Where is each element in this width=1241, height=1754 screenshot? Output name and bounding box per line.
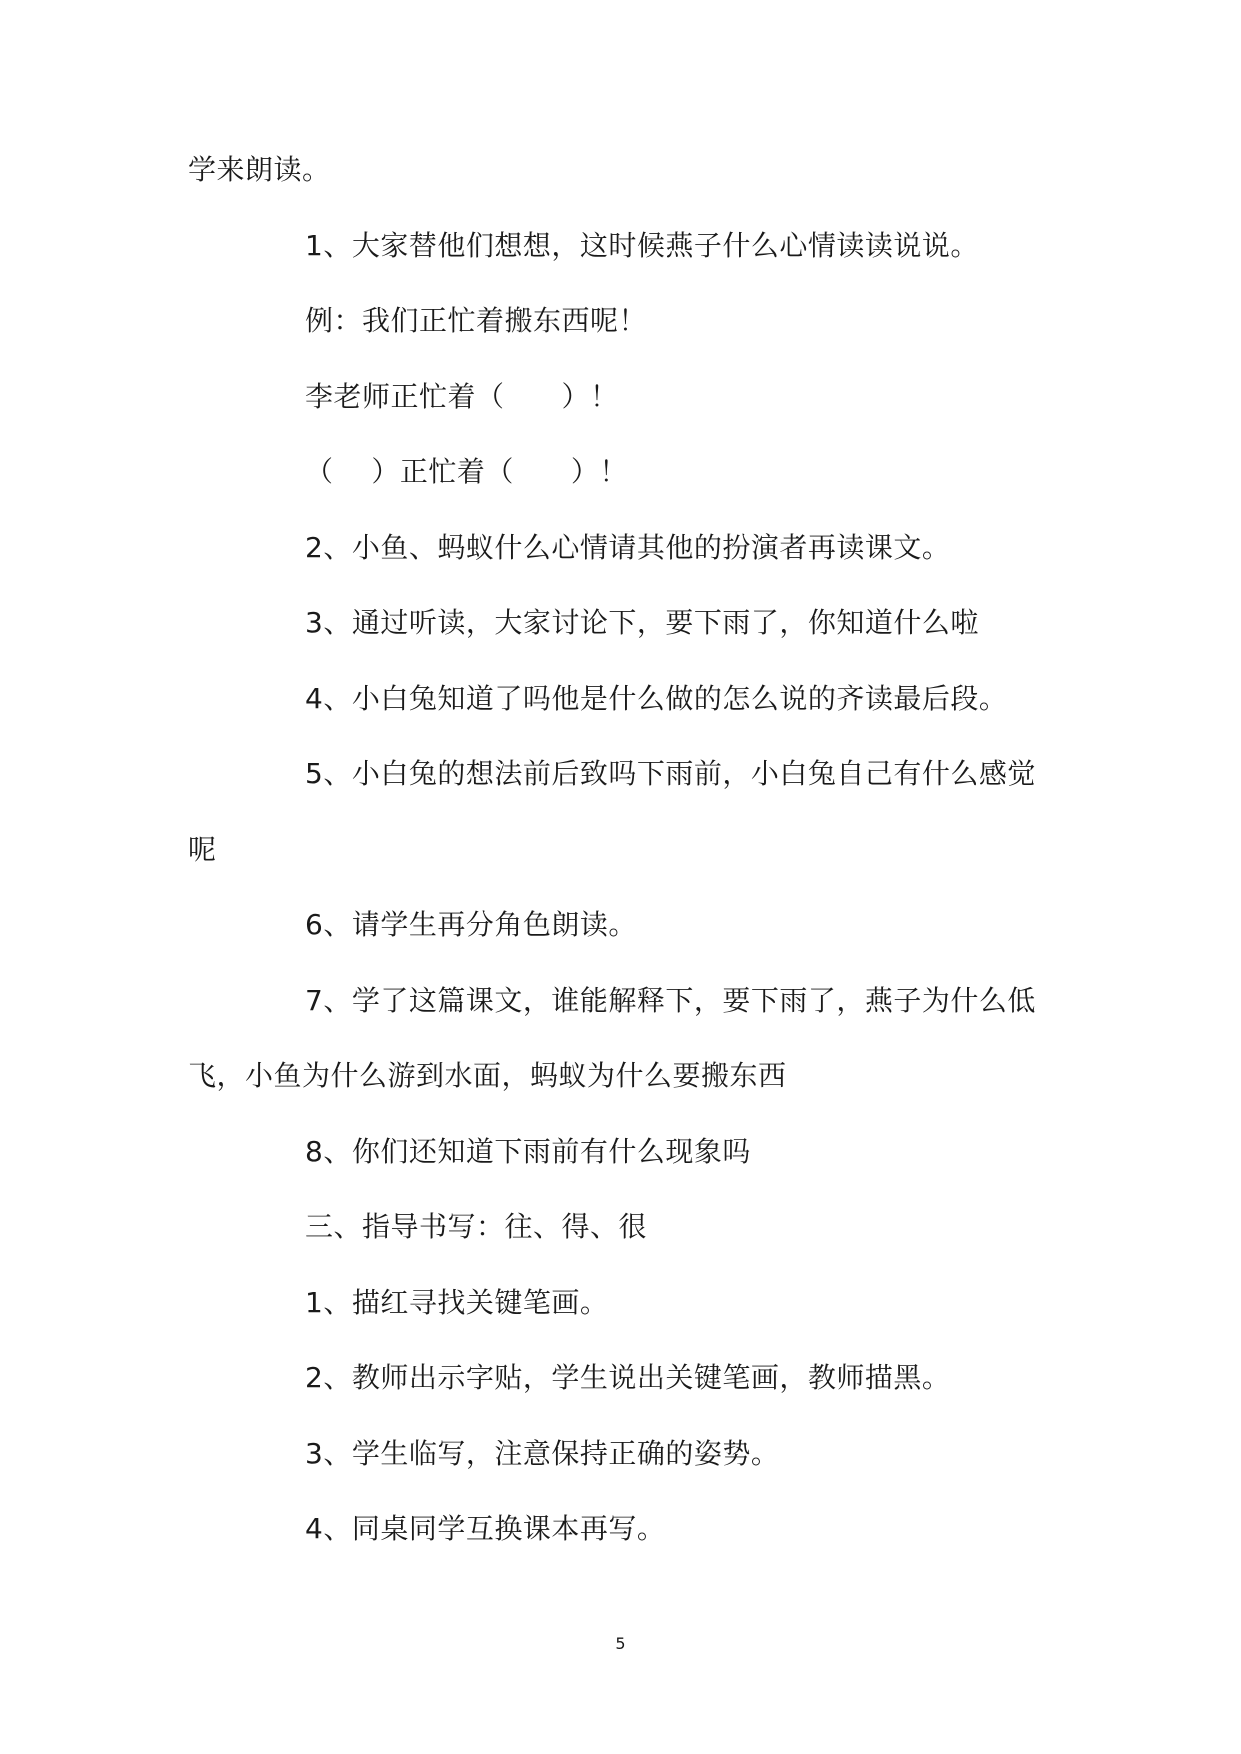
paragraph-line: 4、同桌同学互换课本再写。 <box>305 1512 666 1545</box>
paragraph-line: 6、请学生再分角色朗读。 <box>305 908 637 941</box>
paragraph-line: 1、描红寻找关键笔画。 <box>305 1286 609 1319</box>
paragraph-line: 例：我们正忙着搬东西呢！ <box>305 304 648 337</box>
paragraph-line: 2、教师出示字贴，学生说出关键笔画，教师描黑。 <box>305 1361 951 1394</box>
paragraph-line: 3、学生临写，注意保持正确的姿势。 <box>305 1437 780 1470</box>
paragraph-line: 三、指导书写：往、得、很 <box>305 1210 648 1243</box>
paragraph-line: 飞，小鱼为什么游到水面，蚂蚁为什么要搬东西 <box>188 1059 787 1092</box>
paragraph-line: 5、小白兔的想法前后致吗下雨前，小白兔自己有什么感觉 <box>305 757 1036 790</box>
paragraph-line: 8、你们还知道下雨前有什么现象吗 <box>305 1135 751 1168</box>
paragraph-line: 学来朗读。 <box>188 153 331 186</box>
paragraph-line: 4、小白兔知道了吗他是什么做的怎么说的齐读最后段。 <box>305 682 1008 715</box>
paragraph-line: 1、大家替他们想想，这时候燕子什么心情读读说说。 <box>305 229 979 262</box>
paragraph-line: 2、小鱼、蚂蚁什么心情请其他的扮演者再读课文。 <box>305 531 951 564</box>
paragraph-line: 呢 <box>188 833 217 866</box>
paragraph-line: 李老师正忙着（ ）！ <box>305 380 619 413</box>
page-number: 5 <box>615 1634 626 1653</box>
paragraph-line: 7、学了这篇课文，谁能解释下，要下雨了，燕子为什么低 <box>305 984 1036 1017</box>
paragraph-line: （ ）正忙着（ ）！ <box>305 455 628 488</box>
paragraph-line: 3、通过听读，大家讨论下，要下雨了，你知道什么啦 <box>305 606 979 639</box>
